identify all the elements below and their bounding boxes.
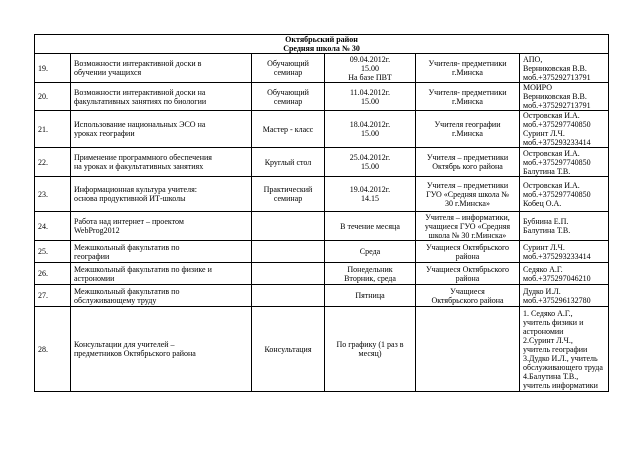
row-participants <box>416 212 520 241</box>
row-participants-line: Учителя – информатики, <box>425 212 510 222</box>
row-participants-line: учащиеся ГУО «Средняя <box>424 221 511 231</box>
district-header <box>35 35 609 54</box>
row-contact <box>520 241 609 263</box>
row-date-line: 19.04.2012г. <box>349 185 391 194</box>
row-number <box>35 241 71 263</box>
row-contact-line: Балутина Т.В. <box>523 166 571 176</box>
row-date-line: Пятница <box>355 291 385 300</box>
table-header-row <box>35 35 609 54</box>
row-number-text: 21. <box>38 124 48 134</box>
row-date <box>325 177 416 212</box>
row-contact-line: 1. Седяко А.Г., <box>523 308 573 318</box>
row-contact <box>520 54 609 83</box>
row-contact-line: Островская И.А. <box>523 111 580 120</box>
row-form-line: семинар <box>273 194 303 203</box>
row-topic-line: Межшкольный факультатив по <box>74 286 180 296</box>
row-number <box>35 54 71 83</box>
table-row <box>35 263 609 285</box>
row-contact <box>520 212 609 241</box>
row-date <box>325 285 416 307</box>
row-topic-line: предметников Октябрьского района <box>74 349 196 358</box>
row-contact-line: 3.Дудко И.Л., учитель <box>523 353 598 363</box>
row-topic <box>71 263 252 285</box>
row-number-text: 20. <box>38 92 48 101</box>
row-date <box>325 263 416 285</box>
row-date-line: Среда <box>359 247 381 256</box>
row-date-line: 15.00 <box>361 63 379 73</box>
row-form-line: Мастер - класс <box>262 124 314 134</box>
row-number-text: 19. <box>38 63 48 73</box>
row-contact-line: моб.+375297740850 <box>523 157 591 167</box>
row-participants-line: Учителя – предметники <box>426 180 509 190</box>
row-contact-line: Бубнина Е.П. <box>523 217 569 226</box>
row-contact-line: Суринт Л.Ч. <box>523 242 565 252</box>
table-row <box>35 83 609 111</box>
row-topic-line: Межшкольный факультатив по <box>74 242 180 252</box>
row-participants-line: школа № 30 г.Минска» <box>428 230 507 240</box>
row-participants-line: Октябрьского района <box>431 295 504 305</box>
row-form-line: семинар <box>273 96 303 106</box>
row-date <box>325 241 416 263</box>
row-number-text: 26. <box>38 269 48 278</box>
row-contact-line: моб.+375296132780 <box>523 295 591 305</box>
table-row <box>35 307 609 392</box>
row-topic <box>71 307 252 392</box>
table-row <box>35 285 609 307</box>
events-table <box>34 34 609 392</box>
row-contact-line: моб.+375292713791 <box>523 101 591 110</box>
row-form-line: Практический <box>263 185 313 194</box>
row-contact-line: Дудко И.Л. <box>523 286 561 296</box>
row-number <box>35 83 71 111</box>
row-date-line: 15.00 <box>361 129 379 138</box>
row-number <box>35 212 71 241</box>
row-contact-line: Кобец О.А. <box>523 198 562 208</box>
row-participants-line: Октябрь кого района <box>432 162 503 171</box>
row-participants-line: района <box>455 273 480 283</box>
row-topic <box>71 54 252 83</box>
row-topic <box>71 177 252 212</box>
row-number <box>35 285 71 307</box>
row-contact-line: учитель географии <box>523 344 588 354</box>
row-participants <box>416 148 520 177</box>
row-participants-line: Учителя географии <box>434 120 501 129</box>
row-contact-line: Седяко А.Г. <box>523 264 563 274</box>
row-topic-line: Применение программного обеспечения <box>74 153 212 162</box>
row-topic <box>71 83 252 111</box>
row-date-line: Понедельник <box>347 264 393 274</box>
row-participants-line: ГУО «Средняя школа № <box>426 189 509 199</box>
row-number-text: 28. <box>38 344 48 354</box>
row-date-line: 15.00 <box>361 96 379 106</box>
row-number <box>35 263 71 285</box>
row-topic <box>71 285 252 307</box>
row-form <box>252 307 325 392</box>
table-row <box>35 241 609 263</box>
row-date-line: 18.04.2012г. <box>349 120 391 129</box>
row-topic <box>71 111 252 148</box>
table-row <box>35 148 609 177</box>
row-topic-line: Межшкольный факультатив по физике и <box>74 264 212 274</box>
row-date <box>325 111 416 148</box>
row-contact-line: 4.Балутина Т.В., <box>523 371 579 381</box>
row-contact-line: Суринт Л.Ч. <box>523 129 565 138</box>
row-topic <box>71 212 252 241</box>
row-participants <box>416 177 520 212</box>
row-contact-line: 2.Суринт Л.Ч., <box>523 335 573 345</box>
row-contact-line: Островская И.А. <box>523 180 580 190</box>
row-contact-line: учитель физики и <box>523 317 584 327</box>
row-form-line: Обучающий <box>267 87 309 97</box>
row-contact-line: астрономии <box>523 326 564 336</box>
row-topic-line: обслуживающему труду <box>74 295 157 305</box>
row-topic-line: на уроках и факультативных занятиях <box>74 162 204 171</box>
row-participants-line: Учащиеся <box>450 286 485 296</box>
row-topic-line: Консультации для учителей – <box>74 340 175 349</box>
row-contact-line: моб.+375297740850 <box>523 189 591 199</box>
row-participants-line: Учащиеся Октябрьского <box>425 242 510 252</box>
row-number-text: 22. <box>38 157 48 167</box>
row-participants-line: г.Минска <box>452 96 483 106</box>
row-form-line: Консультация <box>264 344 312 354</box>
row-form <box>252 285 325 307</box>
row-contact-line: Островская И.А. <box>523 148 580 158</box>
row-participants <box>416 263 520 285</box>
row-contact-line: моб.+375292713791 <box>523 72 591 82</box>
row-participants-line: Учащиеся Октябрьского <box>425 264 510 274</box>
row-participants-line: 30 г.Минска» <box>445 198 490 208</box>
row-contact <box>520 148 609 177</box>
school-title: Средняя школа № 30 <box>283 44 360 53</box>
row-number-text: 23. <box>38 189 48 199</box>
row-participants <box>416 111 520 148</box>
row-participants-line: Учителя- предметники <box>428 59 507 68</box>
row-form <box>252 212 325 241</box>
row-contact <box>520 263 609 285</box>
row-topic-line: основа продуктивной ИТ-школы <box>74 194 186 203</box>
row-date-line: 14.15 <box>361 194 379 203</box>
row-participants-line: Учителя- предметники <box>428 87 507 97</box>
row-topic-line: Информационная культура учителя: <box>74 185 197 194</box>
row-date-line: 25.04.2012г. <box>349 153 391 162</box>
row-contact-line: Верниковская В.В. <box>523 63 587 73</box>
row-participants <box>416 54 520 83</box>
row-date-line: 09.04.2012г. <box>349 54 391 64</box>
row-topic-line: географии <box>74 251 110 261</box>
row-topic-line: Работа над интернет – проектом <box>74 217 184 226</box>
row-topic-line: Возможности интерактивной доски в <box>74 59 202 68</box>
row-form <box>252 111 325 148</box>
row-contact-line: учитель информатики <box>523 380 598 390</box>
row-form-line: Обучающий <box>267 59 309 68</box>
row-contact-line: моб.+375293233414 <box>523 251 591 261</box>
row-number <box>35 307 71 392</box>
row-participants <box>416 307 520 392</box>
row-number-text: 24. <box>38 221 48 231</box>
row-participants-line: г.Минска <box>452 68 483 77</box>
row-date-line: По графику (1 раз в <box>336 340 404 349</box>
row-topic-line: Возможности интерактивной доски на <box>74 87 206 97</box>
row-topic <box>71 241 252 263</box>
row-date <box>325 307 416 392</box>
table-row <box>35 54 609 83</box>
row-form <box>252 241 325 263</box>
row-date-line: В течение месяца <box>340 221 400 231</box>
row-date-line: Вторник, среда <box>344 273 396 283</box>
table-row <box>35 111 609 148</box>
row-date <box>325 212 416 241</box>
row-date-line: 15.00 <box>361 162 379 171</box>
row-form <box>252 177 325 212</box>
row-number <box>35 148 71 177</box>
table-row <box>35 212 609 241</box>
row-contact-line: АПО, <box>523 54 543 64</box>
row-number <box>35 177 71 212</box>
row-contact-line: моб.+375293233414 <box>523 138 591 147</box>
row-topic-line: обучении учащихся <box>74 68 142 77</box>
row-topic-line: астрономии <box>74 273 115 283</box>
row-date <box>325 148 416 177</box>
row-form <box>252 148 325 177</box>
row-contact-line: моб.+375297740850 <box>523 120 591 129</box>
row-date-line: месяц) <box>358 349 382 358</box>
row-form-line: Круглый стол <box>264 157 312 167</box>
row-contact <box>520 177 609 212</box>
row-contact <box>520 111 609 148</box>
row-topic-line: WebProg2012 <box>74 226 120 235</box>
row-topic-line: Использование национальных ЭСО на <box>74 120 206 129</box>
row-form <box>252 54 325 83</box>
row-participants-line: Учителя – предметники <box>426 153 509 162</box>
row-contact-line: моб.+375297046210 <box>523 273 591 283</box>
row-participants <box>416 285 520 307</box>
row-date <box>325 83 416 111</box>
row-number-text: 27. <box>38 291 48 300</box>
row-form-line: семинар <box>273 68 303 77</box>
row-date <box>325 54 416 83</box>
row-contact <box>520 285 609 307</box>
row-contact-line: обслуживающего труда <box>523 362 603 372</box>
table-row <box>35 177 609 212</box>
row-contact <box>520 307 609 392</box>
row-participants <box>416 83 520 111</box>
row-topic <box>71 148 252 177</box>
row-contact <box>520 83 609 111</box>
row-participants-line: района <box>455 251 480 261</box>
row-participants <box>416 241 520 263</box>
district-title: Октябрьский район <box>285 35 358 44</box>
row-topic-line: уроках географии <box>74 129 135 138</box>
row-date-line: 11.04.2012г. <box>349 87 391 97</box>
row-contact-line: Верниковская В.В. <box>523 92 587 101</box>
row-number <box>35 111 71 148</box>
row-number-text: 25. <box>38 247 48 256</box>
row-contact-line: МОИРО <box>523 83 552 92</box>
row-form <box>252 263 325 285</box>
row-participants-line: г.Минска <box>452 129 483 138</box>
row-topic-line: факультативных занятиях по биологии <box>74 96 207 106</box>
row-contact-line: Балутина Т.В. <box>523 226 571 235</box>
row-form <box>252 83 325 111</box>
row-date-line: На базе ПВТ <box>348 72 392 82</box>
